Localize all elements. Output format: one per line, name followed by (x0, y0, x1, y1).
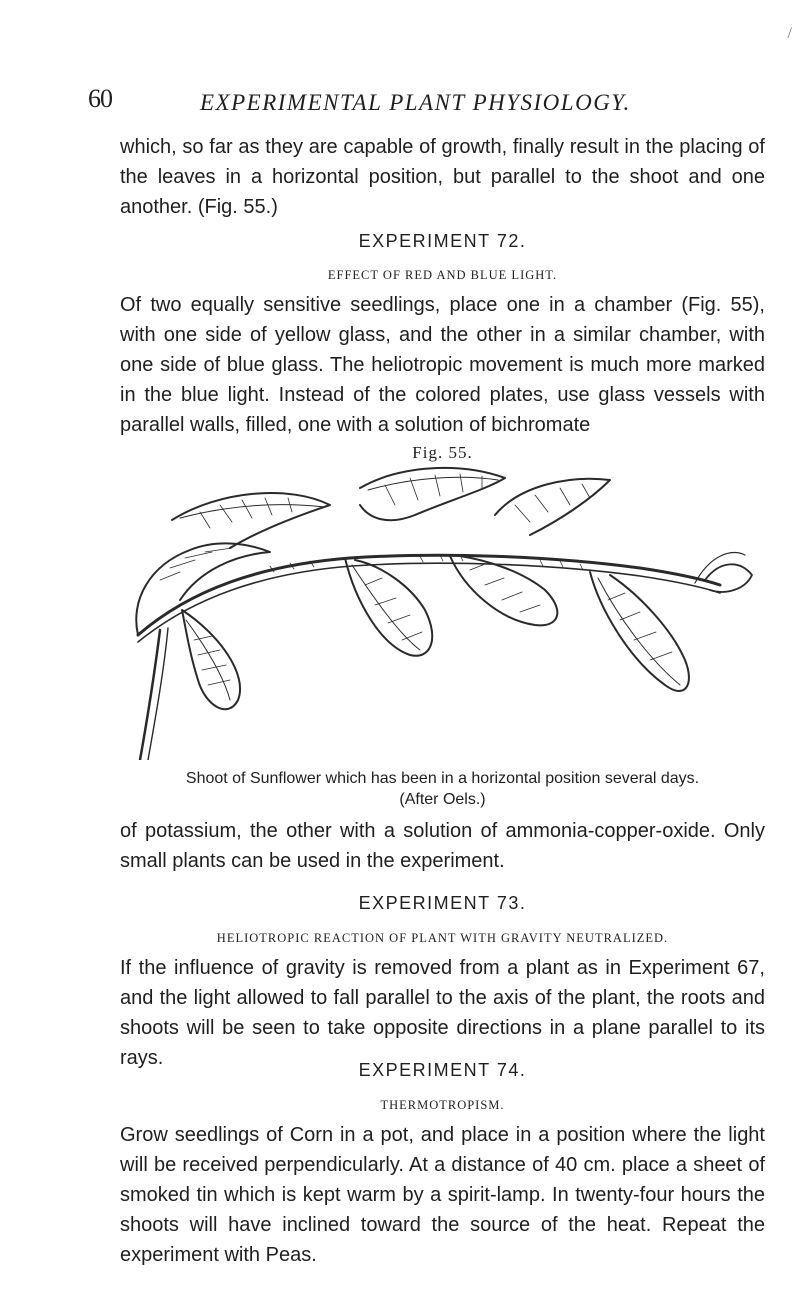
experiment-72-text: Of two equally sensitive seedlings, place one in a chamber (Fig. 55), with one side of yellow glass, and the other in a similar chamber, with one side of blue glass. The heliotropic movement is much more marked in the blue light. Instead of the colored plates, use glass vessels with parallel walls, filled, one with a solution of bichromate (120, 294, 765, 436)
page-number: 60 (88, 84, 112, 113)
experiment-72-subtitle: EFFECT OF RED AND BLUE LIGHT. (327, 268, 558, 282)
sunflower-shoot-drawing (120, 460, 765, 760)
sunflower-shoot-illustration (120, 460, 765, 760)
experiment-72-title: EXPERIMENT 72. (358, 231, 527, 251)
experiment-73-title: EXPERIMENT 73. (358, 893, 527, 913)
experiment-72-text-continued: of potassium, the other with a solution of ammonia-copper-oxide. Only small plants can be used in the experiment. (120, 820, 765, 872)
figure-label: Fig. 55. (412, 443, 473, 462)
paragraph-continuation: which, so far as they are capable of growth, finally result in the placing of the leaves in a horizontal position, but parallel to the shoot and one another. (Fig. 55.) (120, 136, 765, 218)
experiment-74-text: Grow seedlings of Corn in a pot, and place in a position where the light will be received perpendicularly. At a distance of 40 cm. place a sheet of smoked tin which is kept warm by a spirit-lamp. In twenty-four hours the shoots will have inclined toward the source of the heat. Repeat the experiment with Peas. (120, 1124, 765, 1266)
corner-mark: / (787, 25, 792, 42)
experiment-74-subtitle: THERMOTROPISM. (380, 1098, 505, 1112)
experiment-73-subtitle: HELIOTROPIC REACTION OF PLANT WITH GRAVITY NEUTRALIZED. (216, 931, 669, 945)
experiment-73-text: If the influence of gravity is removed from a plant as in Experiment 67, and the light allowed to fall parallel to the axis of the plant, the roots and shoots will be seen to take opposite directions in a plane parallel to its rays. (120, 957, 765, 1069)
figure-caption-line1: Shoot of Sunflower which has been in a horizontal position several days. (185, 770, 700, 787)
running-head: EXPERIMENTAL PLANT PHYSIOLOGY. (200, 90, 631, 115)
figure-caption-line2: (After Oels.) (399, 791, 486, 808)
experiment-74-title: EXPERIMENT 74. (358, 1060, 527, 1080)
